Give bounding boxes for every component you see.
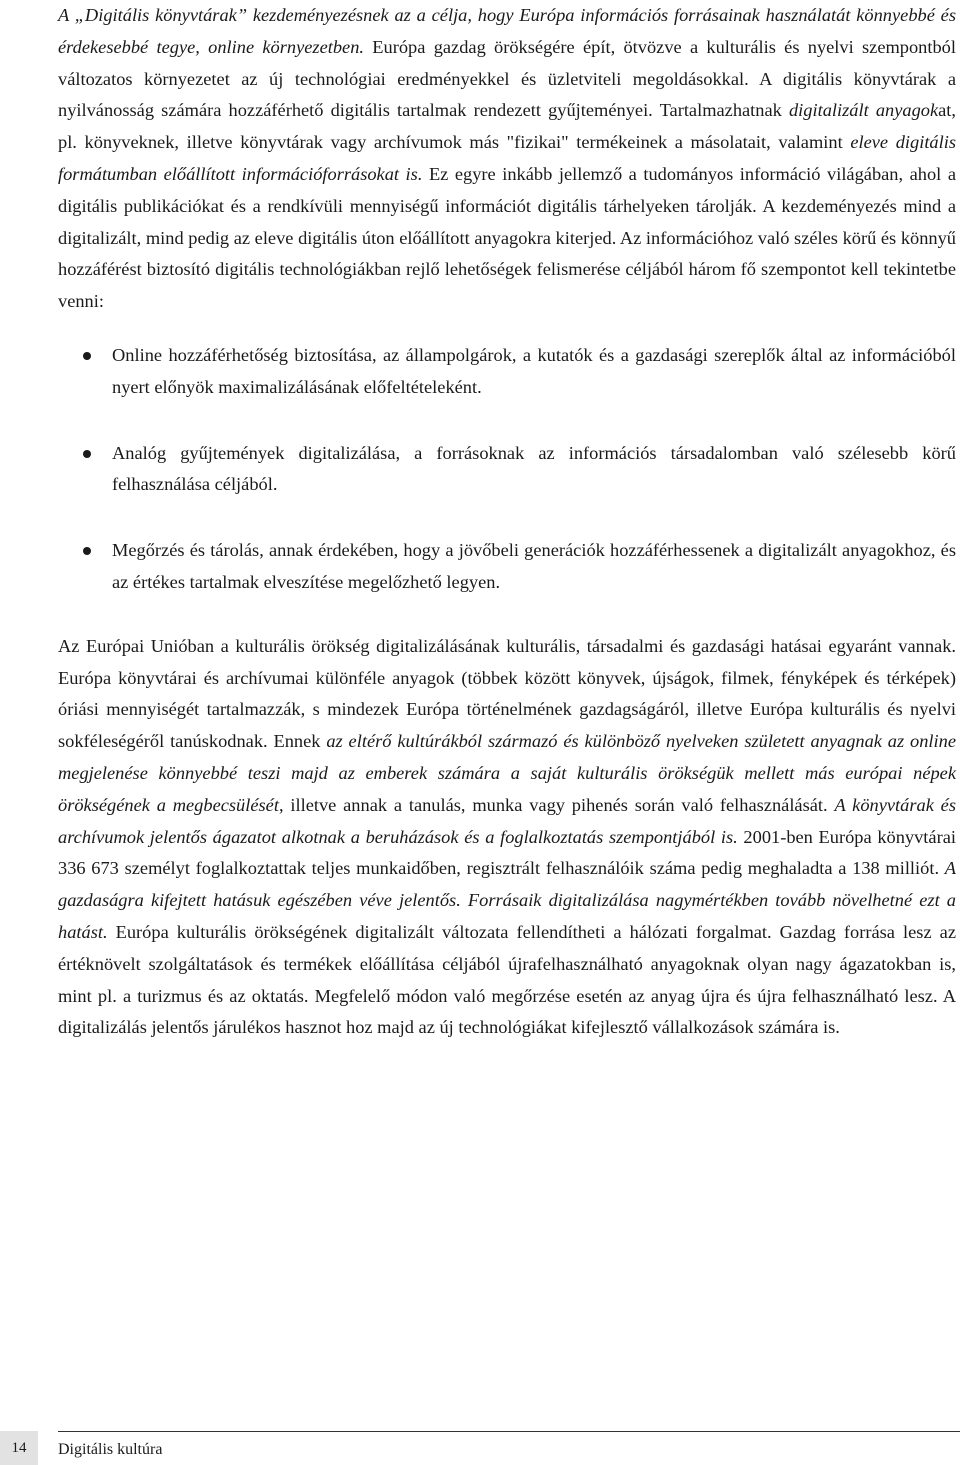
- eu-italic-3: A gazdaságra kifejtett hatásuk egészében véve jelentős. Forrásaik digitalizálása nagymértékben tovább növelhetné ezt a hatást.: [58, 858, 956, 942]
- intro-text-2: at, pl. könyveknek, illetve könyvtárak vagy archívumok más "fizikai" termékeinek a másolatait, valamint: [58, 100, 956, 153]
- intro-text-3: Ez egyre inkább jellemző a tudományos információ világában, ahol a digitális publikációkat és a rendkívüli mennyiségű információt digitális tárhelyeken tárolják. A kezdeményezés mind a digitalizált, mind pedig az eleve digitális úton előállított anyagokra kiterjed. Az információhoz való széles körű és könnyű hozzáférést biztosító digitális technológiákban rejlő lehetőségek felismerése céljából három fő szempontot kell tekintetbe venni:: [58, 163, 956, 312]
- eu-italic-1: az eltérő kultúrákból származó és különböző nyelveken született anyagnak az online megjelenése könnyebbé teszi majd az emberek számára a saját kulturális örökségük mellett más európai népek örökségének a megbecsülését: [58, 731, 956, 815]
- eu-italic-2: A könyvtárak és archívumok jelentős ágazatot alkotnak a beruházások és a foglalkoztatás szempontjából is.: [58, 794, 957, 847]
- eu-text-4: Európa kulturális örökségének digitalizált változata fellendítheti a hálózati forgalmat. Gazdag forrása lesz az értéknövelt szolgáltatások és termékek előállítása céljából újrafelhasználható anyagoknak olyan nagy ágazatokban is, mint pl. a turizmus és az oktatás. Megfelelő módon való megőrzése esetén az anyag újra és újra felhasználható lesz. A digitalizálás jelentős járulékos hasznot hoz majd az új technológiákat kifejlesztő vállalkozások számára is.: [58, 921, 956, 1038]
- page-body: [58, 0, 956, 1044]
- eu-text-2: , illetve annak a tanulás, munka vagy pihenés során való felhasználását.: [278, 794, 835, 815]
- paragraph-eu: [58, 631, 956, 1044]
- list-item-text: Online hozzáférhetőség biztosítása, az állampolgárok, a kutatók és a gazdasági szereplők által az információból nyert előnyök maximalizálásának előfeltételeként.: [112, 344, 956, 397]
- bullet-icon: [83, 450, 91, 458]
- list-item-text: Analóg gyűjtemények digitalizálása, a forrásoknak az információs társadalomban való szélesebb körű felhasználása céljából.: [112, 442, 956, 495]
- eu-text-1: Az Európai Unióban a kulturális örökség digitalizálásának kulturális, társadalmi és gazdasági hatásai egyaránt vannak. Európa könyvtárai és archívumai különféle anyagok (többek között könyvek, újságok, filmek, fényképek és térképek) óriási mennyiségét tartalmazzák, s mindezek Európa történelmének gazdagságáról, illetve Európa kulturális és nyelvi sokféleségéről tanúskodnak. Ennek: [58, 635, 956, 752]
- list-item: [58, 438, 956, 502]
- eu-text-3: 2001-ben Európa könyvtárai 336 673 személyt foglalkoztattak teljes munkaidőben, regisztrált felhasználóik száma pedig meghaladta a 138 milliót.: [58, 826, 956, 879]
- list-item: [58, 535, 956, 599]
- intro-text-1: Európa gazdag örökségére épít, ötvözve a kulturális és nyelvi szempontból változatos környezetet az új technológiai eredményekkel és üzletviteli megoldásokkal. A digitális könyvtárak a nyilvánosság számára hozzáférhető digitális tartalmak rendezett gyűjteményei. Tartalmazhatnak: [58, 36, 956, 121]
- intro-italic-phrase: eleve digitális formátumban előállított információforrásokat is.: [58, 132, 957, 184]
- paragraph-intro: [58, 0, 956, 318]
- intro-italic-sentence: A „Digitális könyvtárak” kezdeményezésnek az a célja, hogy Európa információs forrásainak használatát könnyebbé és érdekesebbé tegye, online környezetben.: [58, 5, 956, 57]
- footer-title: Digitális kultúra: [58, 1441, 163, 1458]
- bullet-icon: [83, 547, 91, 555]
- list-item: [58, 340, 956, 404]
- list-item-text: Megőrzés és tárolás, annak érdekében, hogy a jövőbeli generációk hozzáférhessenek a digitalizált anyagokhoz, és az értékes tartalmak elveszítése megelőzhető legyen.: [112, 540, 956, 592]
- bullet-icon: [83, 352, 91, 360]
- page-number: 14: [0, 1431, 38, 1465]
- footer-divider: [58, 1431, 960, 1432]
- aspect-list: [58, 340, 956, 599]
- intro-italic-term: digitalizált anyagok: [788, 100, 939, 121]
